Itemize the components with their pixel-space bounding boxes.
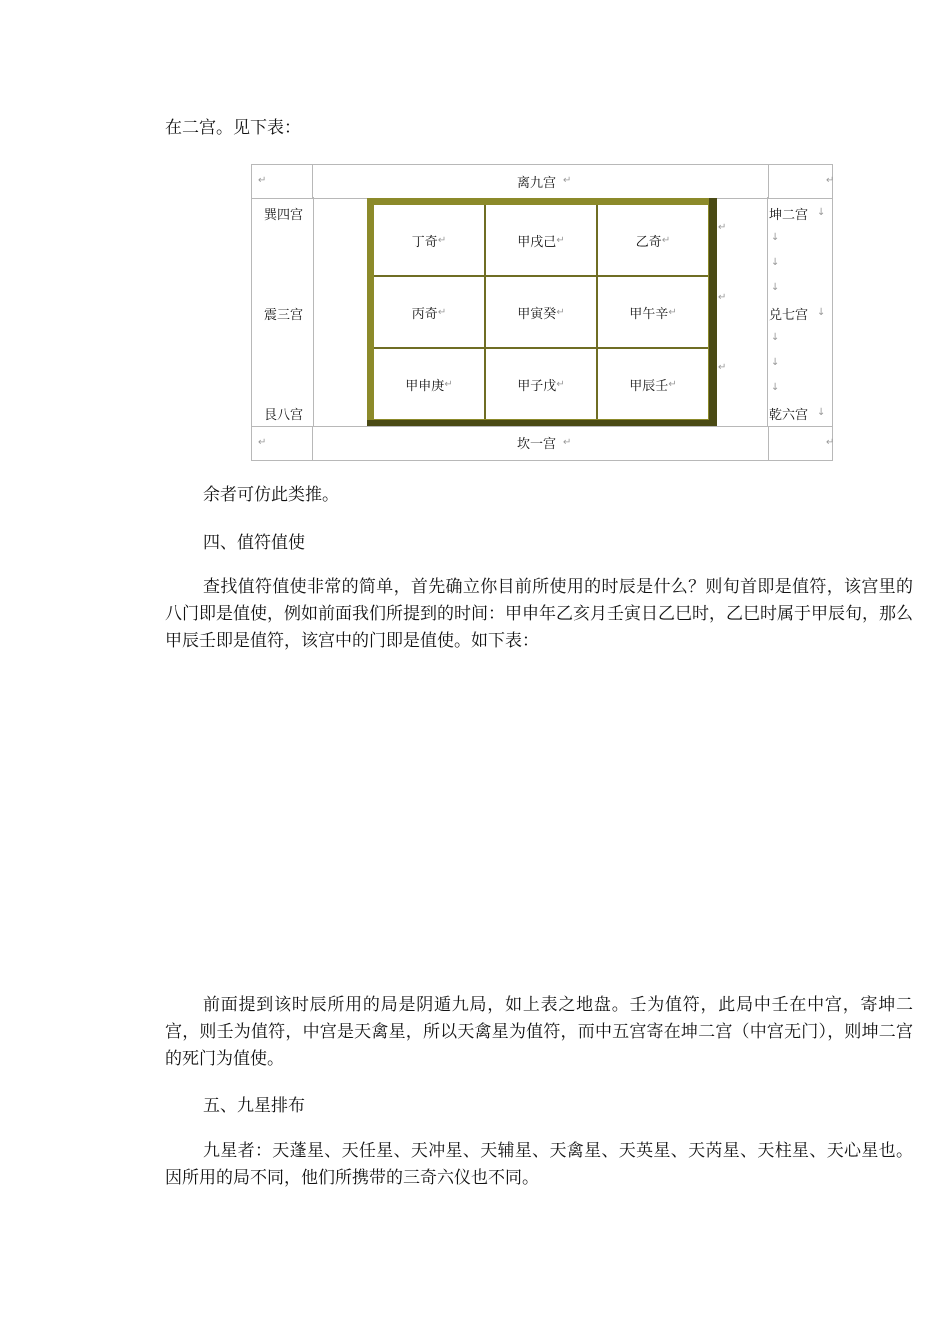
- intro-text: 在二宫。见下表：: [165, 118, 301, 138]
- return-mark: ↵: [258, 175, 267, 186]
- paragraph-analogy: 余者可仿此类推。: [203, 485, 339, 505]
- return-mark: ↵: [826, 175, 835, 186]
- arrow-mark: ↓: [817, 307, 826, 318]
- section-heading-5: 五、九星排布: [203, 1096, 305, 1116]
- paragraph-yindun: 前面提到该时辰所用的局是阴遁九局，如上表之地盘。壬为值符，此局中壬在中宫，寄坤二宫，则壬为值符，中宫是天禽星，所以天禽星为值符，而中五宫寄在坤二宫（中宫无门），则坤二宫的死门为值使。: [165, 995, 913, 1069]
- return-mark: ↵: [718, 222, 727, 233]
- return-mark: ↵: [718, 292, 727, 303]
- grid-cell: 甲戌己 ↵: [486, 205, 596, 275]
- return-mark: ↵: [718, 362, 727, 373]
- right-palace-label: 兑七宫: [769, 308, 809, 323]
- arrow-mark: ↓: [771, 357, 780, 368]
- grid-cell: 甲寅癸 ↵: [486, 277, 596, 347]
- section-heading-4: 四、值符值使: [203, 533, 305, 553]
- arrow-mark: ↓: [817, 407, 826, 418]
- left-palace-label: 巽四宫: [264, 208, 304, 223]
- grid-cell: 甲申庚 ↵: [374, 349, 484, 419]
- arrow-mark: ↓: [771, 232, 780, 243]
- left-palace-label: 艮八宫: [264, 408, 304, 423]
- return-mark: ↵: [563, 175, 572, 186]
- return-mark: ↵: [826, 437, 835, 448]
- right-palace-label: 坤二宫: [769, 208, 809, 223]
- paragraph-zhifu: 查找值符值使非常的简单，首先确立你目前所使用的时辰是什么？则旬首即是值符，该宫里的八门即是值使，例如前面我们所提到的时间：甲申年乙亥月壬寅日乙巳时，乙巳时属于甲辰旬，那么甲辰壬即是值符，该宫中的门即是值使。如下表：: [165, 577, 913, 651]
- arrow-mark: ↓: [817, 207, 826, 218]
- grid-cell: 甲午辛 ↵: [598, 277, 708, 347]
- grid-cell: 甲辰壬 ↵: [598, 349, 708, 419]
- top-palace-label: 离九宫: [517, 176, 557, 191]
- grid-cell: 丁奇 ↵: [374, 205, 484, 275]
- arrow-mark: ↓: [771, 332, 780, 343]
- grid-cell: 乙奇 ↵: [598, 205, 708, 275]
- return-mark: ↵: [258, 437, 267, 448]
- palace-table: [251, 164, 833, 460]
- bottom-palace-label: 坎一宫: [517, 437, 557, 452]
- nine-palace-grid: [367, 198, 717, 426]
- paragraph-nine-stars: 九星者：天蓬星、天任星、天冲星、天辅星、天禽星、天英星、天芮星、天柱星、天心星也。因所用的局不同，他们所携带的三奇六仪也不同。: [165, 1141, 913, 1188]
- arrow-mark: ↓: [771, 282, 780, 293]
- arrow-mark: ↓: [771, 382, 780, 393]
- grid-cell: 丙奇 ↵: [374, 277, 484, 347]
- arrow-mark: ↓: [771, 257, 780, 268]
- return-mark: ↵: [563, 437, 572, 448]
- left-palace-label: 震三宫: [264, 308, 304, 323]
- right-palace-label: 乾六宫: [769, 408, 809, 423]
- grid-cell: 甲子戊 ↵: [486, 349, 596, 419]
